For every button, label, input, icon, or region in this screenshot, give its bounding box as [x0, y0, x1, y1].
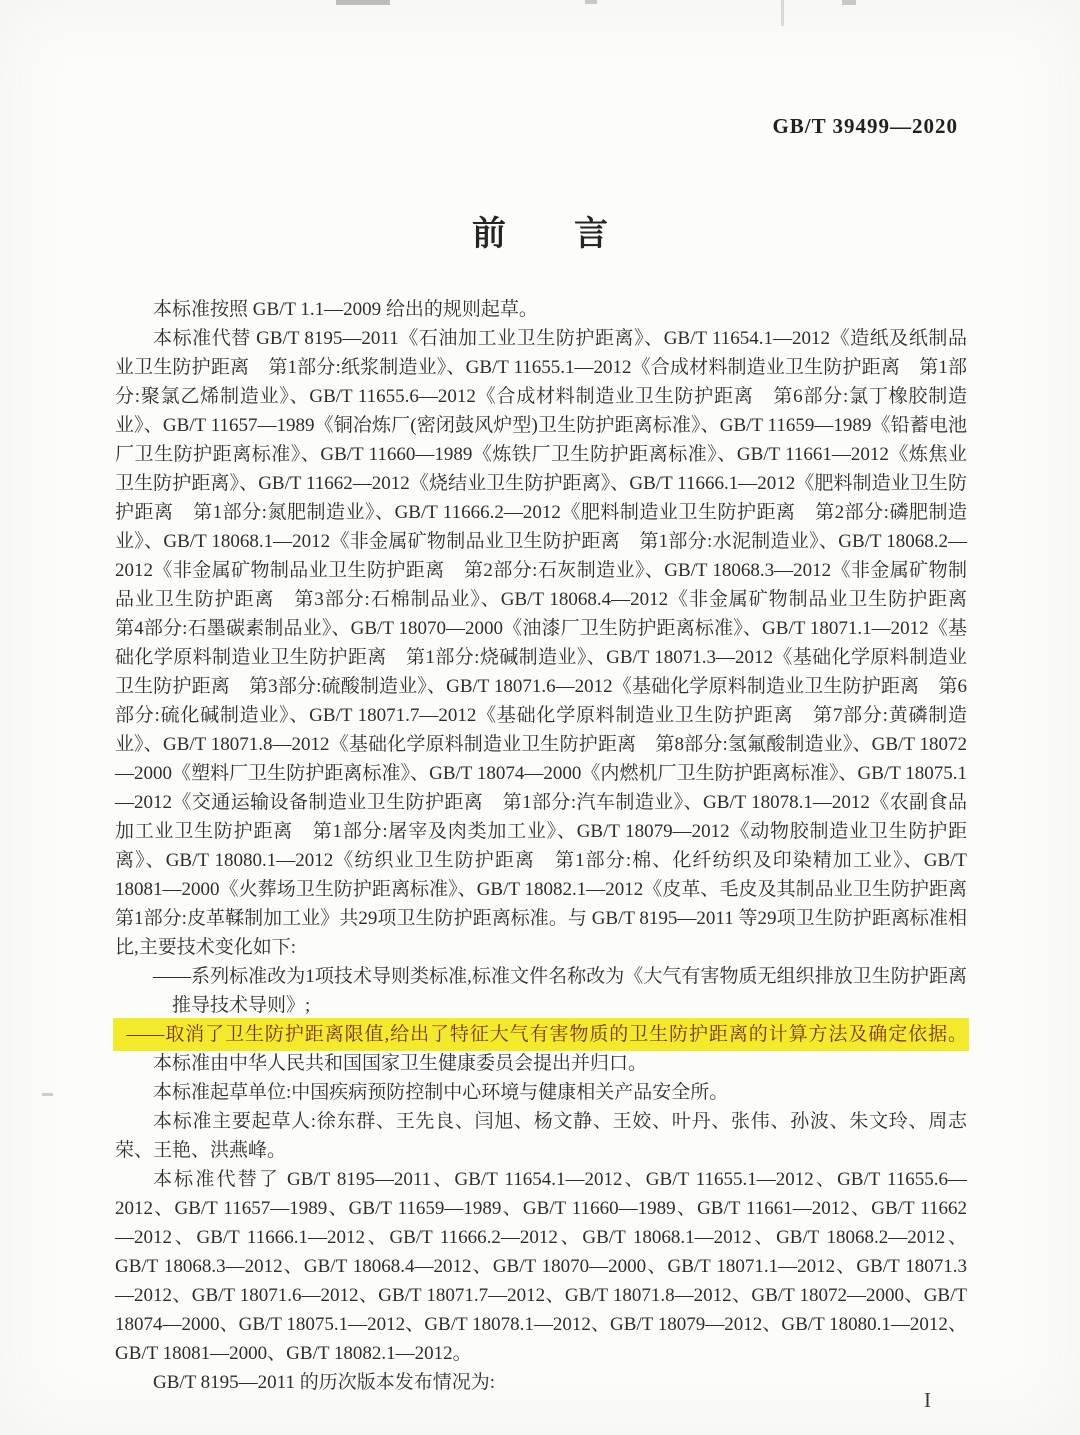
- foreword-body: [115, 295, 987, 1397]
- paragraph-previous-editions: GB/T 8195—2011 的历次版本发布情况为:: [153, 1372, 496, 1393]
- scan-artifact: [842, 0, 856, 5]
- standard-number: GB/T 39499—2020: [772, 114, 958, 138]
- paragraph-replaced-standards: 本标准代替 GB/T 8195—2011《石油加工业卫生防护距离》、GB/T 11654.1—2012《造纸及纸制品业卫生防护距离 第1部分:纸浆制造业》、GB/T 11655.1—2012《合成材料制造业卫生防护距离 第1部分:聚氯乙烯制造业》、GB/T 11655.6—2012《合成材料制造业卫生防护距离 第6部分:氯丁橡胶制造业》、GB/T 11657—1989《铜冶炼厂(密闭鼓风炉型)卫生防护距离标准》、GB/T 11659—1989《铅蓄电池厂卫生防护距离标准》、GB/T 11660—1989《炼铁厂卫生防护距离标准》、GB/T 11661—2012《炼焦业卫生防护距离》、GB/T 11662—2012《烧结业卫生防护距离》、GB/T 11666.1—2012《肥料制造业卫生防护距离 第1部分:氮肥制造业》、GB/T 11666.2—2012《肥料制造业卫生防护距离 第2部分:磷肥制造业》、GB/T 18068.1—2012《非金属矿物制品业卫生防护距离 第1部分:水泥制造业》、GB/T 18068.2—2012《非金属矿物制品业卫生防护距离 第2部分:石灰制造业》、GB/T 18068.3—2012《非金属矿物制品业卫生防护距离 第3部分:石棉制品业》、GB/T 18068.4—2012《非金属矿物制品业卫生防护距离 第4部分:石墨碳素制品业》、GB/T 18070—2000《油漆厂卫生防护距离标准》、GB/T 18071.1—2012《基础化学原料制造业卫生防护距离 第1部分:烧碱制造业》、GB/T 18071.3—2012《基础化学原料制造业卫生防护距离 第3部分:硫酸制造业》、GB/T 18071.6—2012《基础化学原料制造业卫生防护距离 第6部分:硫化碱制造业》、GB/T 18071.7—2012《基础化学原料制造业卫生防护距离 第7部分:黄磷制造业》、GB/T 18071.8—2012《基础化学原料制造业卫生防护距离 第8部分:氢氟酸制造业》、GB/T 18072—2000《塑料厂卫生防护距离标准》、GB/T 18074—2000《内燃机厂卫生防护距离标准》、GB/T 18075.1—2012《交通运输设备制造业卫生防护距离 第1部分:汽车制造业》、GB/T 18078.1—2012《农副食品加工业卫生防护距离 第1部分:屠宰及肉类加工业》、GB/T 18079—2012《动物胶制造业卫生防护距离》、GB/T 18080.1—2012《纺织业卫生防护距离 第1部分:棉、化纤纺织及印染精加工业》、GB/T 18081—2000《火葬场卫生防护距离标准》、GB/T 18082.1—2012《皮革、毛皮及其制品业卫生防护距离 第1部分:皮革鞣制加工业》共29项卫生防护距离标准。与 GB/T 8195—2011 等29项卫生防护距离标准相比,主要技术变化如下:: [115, 328, 987, 958]
- scan-artifact: [42, 1093, 53, 1096]
- foreword-title: 前 言: [472, 216, 608, 253]
- paragraph-replaced-list: 本标准代替了 GB/T 8195—2011、GB/T 11654.1—2012、GB/T 11655.1—2012、GB/T 11655.6—2012、GB/T 11657—1989、GB/T 11659—1989、GB/T 11660—1989、GB/T 11661—2012、GB/T 11662—2012、GB/T 11666.1—2012、GB/T 11666.2—2012、GB/T 18068.1—2012、GB/T 18068.2—2012、GB/T 18068.3—2012、GB/T 18068.4—2012、GB/T 18070—2000、GB/T 18071.1—2012、GB/T 18071.3—2012、GB/T 18071.6—2012、GB/T 18071.7—2012、GB/T 18071.8—2012、GB/T 18072—2000、GB/T 18074—2000、GB/T 18075.1—2012、GB/T 18078.1—2012、GB/T 18079—2012、GB/T 18080.1—2012、GB/T 18081—2000、GB/T 18082.1—2012。: [115, 1169, 967, 1364]
- scan-artifact: [585, 0, 597, 4]
- paragraph-proposed-by: 本标准由中华人民共和国国家卫生健康委员会提出并归口。: [153, 1053, 648, 1074]
- paragraph-drafting-organization: 本标准起草单位:中国疾病预防控制中心环境与健康相关产品安全所。: [153, 1082, 729, 1103]
- scan-artifact: [336, 0, 390, 5]
- page-number: I: [924, 1388, 931, 1412]
- paragraph-drafting-rule: 本标准按照 GB/T 1.1—2009 给出的规则起草。: [153, 299, 538, 320]
- change-item-1: ——系列标准改为1项技术导则类标准,标准文件名称改为《大气有害物质无组织排放卫生防护距离推导技术导则》;: [153, 966, 967, 1016]
- paragraph-main-drafters: 本标准主要起草人:徐东群、王先良、闫旭、杨文静、王姣、叶丹、张伟、孙波、朱文玲、周志荣、王艳、洪燕峰。: [115, 1111, 967, 1161]
- scan-artifact: [781, 0, 784, 26]
- change-item-2-highlighted: ——取消了卫生防护距离限值,给出了特征大气有害物质的卫生防护距离的计算方法及确定依据。: [115, 1020, 967, 1049]
